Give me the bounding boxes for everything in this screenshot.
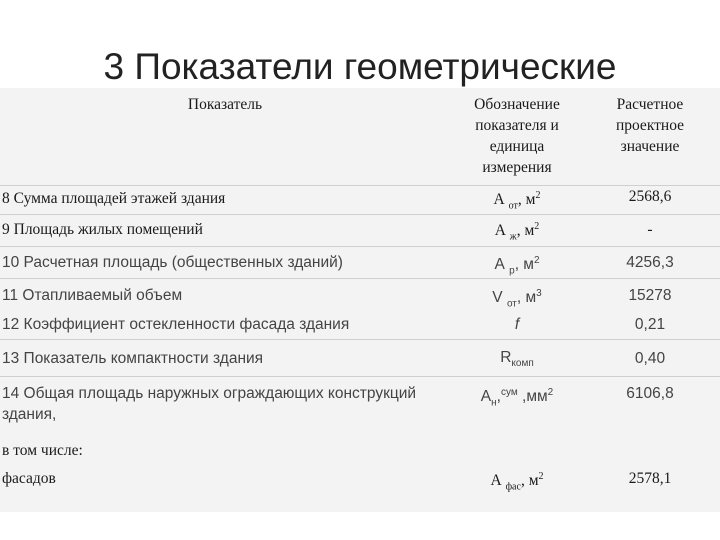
row-value: 2568,6 [628,188,672,205]
row-designation [455,466,579,497]
row-designation [455,382,579,413]
header-value-line: Расчетное [616,96,684,113]
symbol: А [490,472,502,490]
table-header-row [0,88,720,186]
symbol: А [480,388,492,406]
unit-superscript: сум [500,387,518,398]
row-indicator: 14 Общая площадь наружных ограждающих конструкций здания, [2,385,417,423]
header-designation-line: измерения [482,159,552,176]
symbol-subscript: ж [509,231,517,243]
unit: , м [516,222,535,240]
row-indicator: 13 Показатель компактности здания [2,350,264,367]
symbol: А [493,191,505,209]
header-designation-line: единица [489,138,545,155]
row-value: - [647,221,653,238]
symbol-subscript: р [509,265,515,277]
row-value: 15278 [628,287,672,304]
header-designation-line: Обозначение [474,96,560,113]
table-row [0,308,720,340]
unit: , м [514,256,534,274]
row-indicator: 9 Площадь жилых помещений [2,221,203,238]
row-designation [455,250,579,281]
table-row [0,214,720,247]
symbol-subscript: комп [511,358,534,370]
slide-title: 3 Показатели геометрические [103,46,617,87]
table-row [0,246,720,279]
symbol: А [494,222,506,240]
row-value: 2578,1 [628,470,672,487]
table-row [0,185,720,215]
row-value: 4256,3 [626,254,674,271]
row-indicator: 11 Отапливаемый объем [2,287,183,304]
row-indicator: фасадов [2,470,56,487]
row-designation [455,347,579,374]
symbol-subscript: фас [505,481,521,493]
row-value: 0,21 [634,316,666,333]
row-indicator: в том числе: [2,442,83,459]
unit-secondary-superscript: 2 [547,387,554,398]
table-row [0,278,720,308]
unit-superscript: 2 [534,221,540,232]
symbol: R [500,349,512,366]
table-row [0,456,720,512]
unit-superscript: 2 [535,190,541,201]
symbol: А [494,256,505,274]
header-value-line: значение [620,138,680,155]
header-value [585,94,715,157]
unit: , м [520,472,539,490]
symbol: V [492,289,503,307]
row-indicator: 10 Расчетная площадь (общественных зданий) [2,254,343,271]
unit: , м [516,289,537,307]
row-value: 6106,8 [626,385,674,402]
unit: , [496,388,501,406]
row-designation [455,314,579,335]
symbol: f [514,316,520,333]
indicators-table [0,88,720,512]
unit-superscript: 2 [533,255,540,266]
row-value: 0,40 [634,350,666,367]
unit-secondary: ,мм [517,388,548,406]
symbol-subscript: от [506,298,517,310]
header-designation-line: показателя и [475,117,559,134]
table-row [0,426,720,459]
row-designation [455,216,579,247]
row-indicator: 12 Коэффициент остекленности фасада здания [2,316,350,333]
header-indicator: Показатель [187,96,263,113]
symbol-subscript: от [508,200,518,212]
table-row [0,376,720,426]
unit-superscript: 2 [538,471,544,482]
header-value-line: проектное [615,117,685,134]
symbol-subscript: н [491,397,497,409]
unit: , м [517,191,536,209]
unit-superscript: 3 [536,288,542,299]
row-designation [455,185,579,216]
header-designation [455,94,579,178]
row-indicator: 8 Сумма площадей этажей здания [2,190,226,207]
table-row [0,339,720,377]
